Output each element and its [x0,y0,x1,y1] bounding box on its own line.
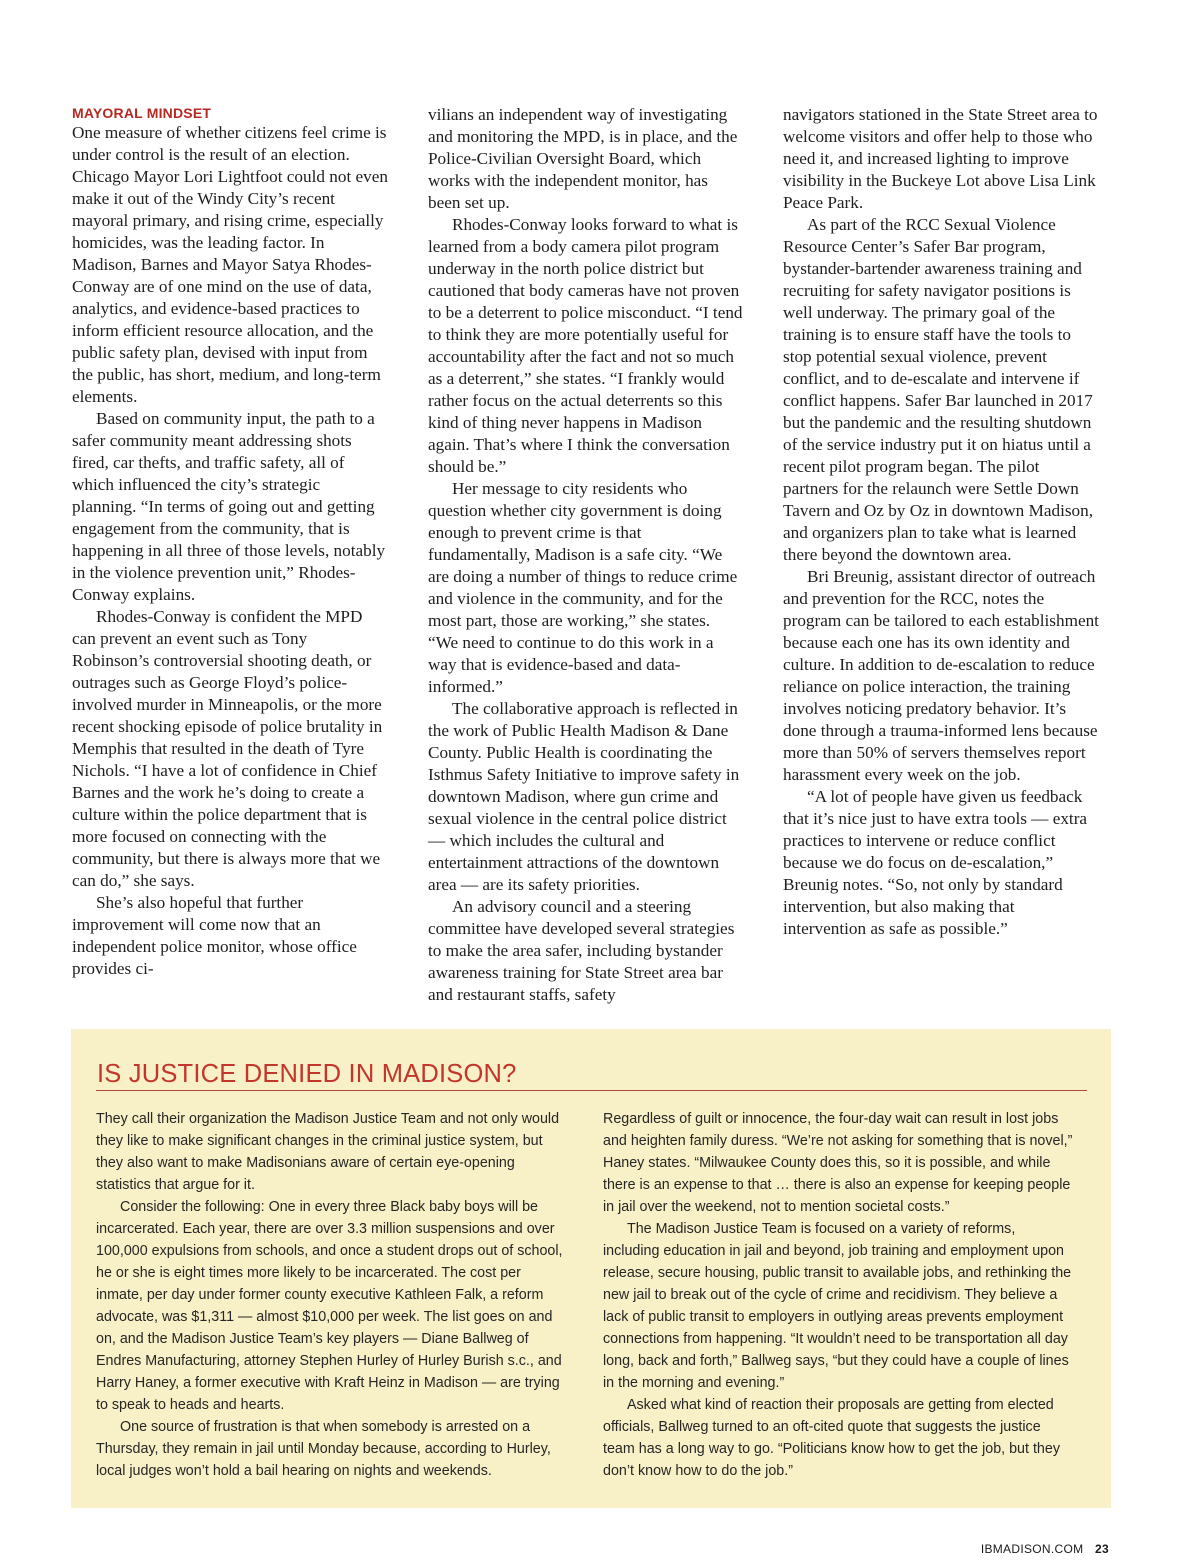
article-paragraph: The collaborative approach is reflected in the work of Public Health Madison & Dane County. Public Health is coordinating the Isthmus Safety Initiative to improve safety in downtown Madison, where gun crime and sexual violence in the central police district — which includes the cultural and entertainment attractions of the downtown area — are its safety priorities. [428,699,740,894]
article-paragraph: An advisory council and a steering committee have developed several strategies to make the area safer, including bystander awareness training for State Street area bar and restaurant staffs, safety [428,897,735,1004]
article-paragraph: Based on community input, the path to a safer community meant addressing shots fired, car thefts, and traffic safety, all of which influenced the city’s strategic planning. “In terms of going out and getting engagement from the community, that is happening in all three of those levels, notably in the violence prevention unit,” Rhodes-Conway explains. [72,409,386,604]
section-heading: MAYORAL MINDSET [72,105,212,121]
article-paragraph: Bri Breunig, assistant director of outreach and prevention for the RCC, notes the program can be tailored to each establishment because each one has its own identity and culture. In addition to de-escalation to reduce reliance on police interaction, the training involves noticing predatory behavior. It’s done through a trauma-informed lens because more than 50% of servers themselves report harassment every week on the job. [783,567,1099,784]
article-paragraph: Her message to city residents who question whether city government is doing enough to prevent crime is that fundamentally, Madison is a safe city. “We are doing a number of things to reduce crime and violence in the community, and for the most part, those are working,” she states. “We need to continue to do this work in a way that is evidence-based and data-informed.” [428,479,738,696]
sidebar-column-2 [603,1108,1073,1482]
article-paragraph: As part of the RCC Sexual Violence Resource Center’s Safer Bar program, bystander-bartender awareness training and recruiting for safety navigator positions is well underway. The primary goal of the training is to ensure staff have the tools to stop potential sexual violence, prevent conflict, and to de-escalate and intervene if conflict happens. Safer Bar launched in 2017 but the pandemic and the resulting shutdown of the service industry put it on hiatus until a recent pilot program began. The pilot partners for the relaunch were Settle Down Tavern and Oz by Oz in downtown Madison, and organizers plan to take what is learned there beyond the downtown area. [783,215,1094,564]
sidebar-column-1 [96,1108,566,1482]
page-footer [981,1542,1109,1556]
sidebar-divider [96,1090,1087,1091]
sidebar-paragraph: Regardless of guilt or innocence, the four-day wait can result in lost jobs and heighten family duress. “We’re not asking for something that is novel,” Haney states. “Milwaukee County does this, so it is possible, and while there is an expense to that … there is also an expense for keeping people in jail over the weekend, not to mention societal costs.” [603,1111,1073,1215]
sidebar-paragraph: One source of frustration is that when somebody is arrested on a Thursday, they remain in jail until Monday because, according to Hurley, local judges won’t hold a bail hearing on nights and weekends. [96,1419,551,1479]
article-column-1 [72,104,388,980]
article-paragraph: Rhodes-Conway looks forward to what is learned from a body camera pilot program underway in the north police district but cautioned that body cameras have not proven to be a deterrent to police misconduct. “I tend to think they are more potentially useful for accountability after the fact and not so much as a deterrent,” she states. “I frankly would rather focus on the actual deterrents so this kind of thing never happens in Madison again. That’s where I think the conversation should be.” [428,215,743,476]
sidebar-box [71,1029,1111,1508]
article-column-2 [428,104,744,1006]
article-column-3 [783,104,1099,940]
article-paragraph: One measure of whether citizens feel crime is under control is the result of an election. Chicago Mayor Lori Lightfoot could not even make it out of the Windy City’s recent mayoral primary, and rising crime, especially homicides, was the leading factor. In Madison, Barnes and Mayor Satya Rhodes-Conway are of one mind on the use of data, analytics, and evidence-based practices to inform efficient resource allocation, and the public safety plan, devised with input from the public, has short, medium, and long-term elements. [72,123,388,406]
article-paragraph: Rhodes-Conway is confident the MPD can prevent an event such as Tony Robinson’s controversial shooting death, or outrages such as George Floyd’s police-involved murder in Minneapolis, or the more recent shocking episode of police brutality in Memphis that resulted in the death of Tyre Nichols. “I have a lot of confidence in Chief Barnes and the work he’s doing to create a culture within the police department that is more focused on connecting with the community, but there is always more that we can do,” she says. [72,607,383,890]
sidebar-title: IS JUSTICE DENIED IN MADISON? [97,1060,517,1088]
article-paragraph: navigators stationed in the State Street area to welcome visitors and offer help to those who need it, and increased lighting to improve visibility in the Buckeye Lot above Lisa Link Peace Park. [783,105,1098,212]
article-paragraph: “A lot of people have given us feedback that it’s nice just to have extra tools — extra practices to intervene or reduce conflict because we do focus on de-escalation,” Breunig notes. “So, not only by standard intervention, but also making that intervention as safe as possible.” [783,787,1088,938]
sidebar-paragraph: Asked what kind of reaction their proposals are getting from elected officials, Ballweg turned to an oft-cited quote that suggests the justice team has a long way to go. “Politicians know how to get the job, but they don’t know how to do the job.” [603,1397,1060,1479]
article-paragraph: She’s also hopeful that further improvement will come now that an independent police monitor, whose office provides ci- [72,893,357,978]
article-paragraph: vilians an independent way of investigating and monitoring the MPD, is in place, and the Police-Civilian Oversight Board, which works with the independent monitor, has been set up. [428,105,738,212]
footer-site: IBMADISON.COM [980,1542,1084,1556]
page-number: 23 [1095,1542,1109,1556]
sidebar-paragraph: The Madison Justice Team is focused on a variety of reforms, including education in jail and beyond, job training and employment upon release, secure housing, public transit to available jobs, and rethinking the new jail to break out of the cycle of crime and recidivism. They believe a lack of public transit to employers in outlying areas prevents employment connections from happening. “It wouldn’t need to be transportation all day long, back and forth,” Ballweg says, “but they could have a couple of lines in the morning and evening.” [603,1221,1072,1391]
sidebar-paragraph: They call their organization the Madison Justice Team and not only would they like to make significant changes in the criminal justice system, but they also want to make Madisonians aware of certain eye-opening statistics that argue for it. [96,1111,560,1193]
sidebar-paragraph: Consider the following: One in every three Black baby boys will be incarcerated. Each year, there are over 3.3 million suspensions and over 100,000 expulsions from schools, and once a student drops out of school, he or she is eight times more likely to be incarcerated. The cost per inmate, per day under former county executive Kathleen Falk, a reform advocate, was $1,311 — almost $10,000 per week. The list goes on and on, and the Madison Justice Team’s key players — Diane Ballweg of Endres Manufacturing, attorney Stephen Hurley of Hurley Burish s.c., and Harry Haney, a former executive with Kraft Heinz in Madison — are trying to speak to heads and hearts. [96,1199,563,1413]
